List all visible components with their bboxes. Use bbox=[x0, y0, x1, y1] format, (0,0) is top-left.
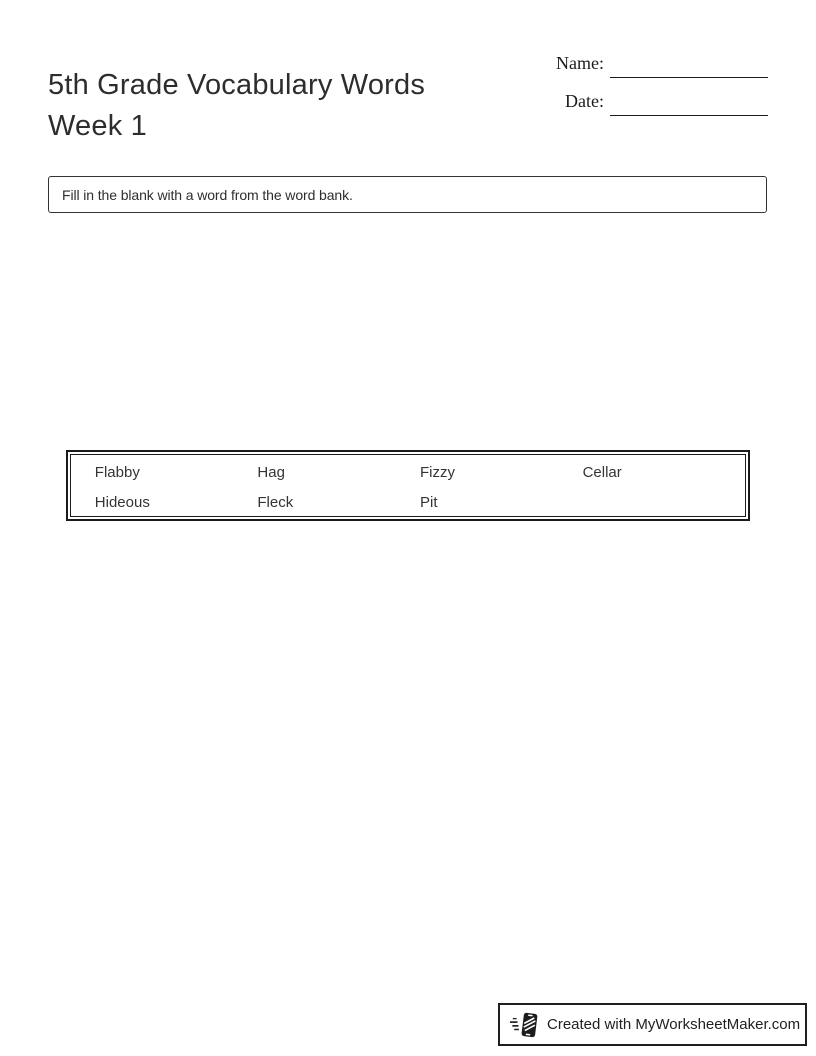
name-field-label: Name: bbox=[556, 53, 604, 73]
word-bank-word: Hideous bbox=[94, 493, 150, 511]
word-bank-grid bbox=[70, 454, 746, 517]
date-field-blank-line[interactable] bbox=[610, 100, 768, 116]
date-field-label: Date: bbox=[565, 91, 604, 111]
name-field-blank-line[interactable] bbox=[610, 62, 768, 78]
word-bank-word: Fleck bbox=[257, 493, 294, 511]
footer-credit-box bbox=[498, 1003, 807, 1046]
instruction-text: Fill in the blank with a word from the word bank. bbox=[62, 186, 353, 203]
instruction-box bbox=[48, 176, 767, 213]
page-title: 5th Grade Vocabulary Words Week 1 bbox=[48, 69, 426, 143]
word-bank-word: Pit bbox=[420, 493, 438, 511]
word-bank-box bbox=[66, 450, 750, 521]
word-bank-word: Fizzy bbox=[420, 463, 455, 481]
word-bank-word: Flabby bbox=[94, 463, 140, 481]
myworksheetmaker-logo-icon bbox=[510, 1010, 540, 1040]
word-bank-word: Hag bbox=[257, 463, 285, 481]
word-bank-word: Cellar bbox=[582, 463, 622, 481]
footer-credit-text: Created with MyWorksheetMaker.com bbox=[547, 1016, 801, 1033]
